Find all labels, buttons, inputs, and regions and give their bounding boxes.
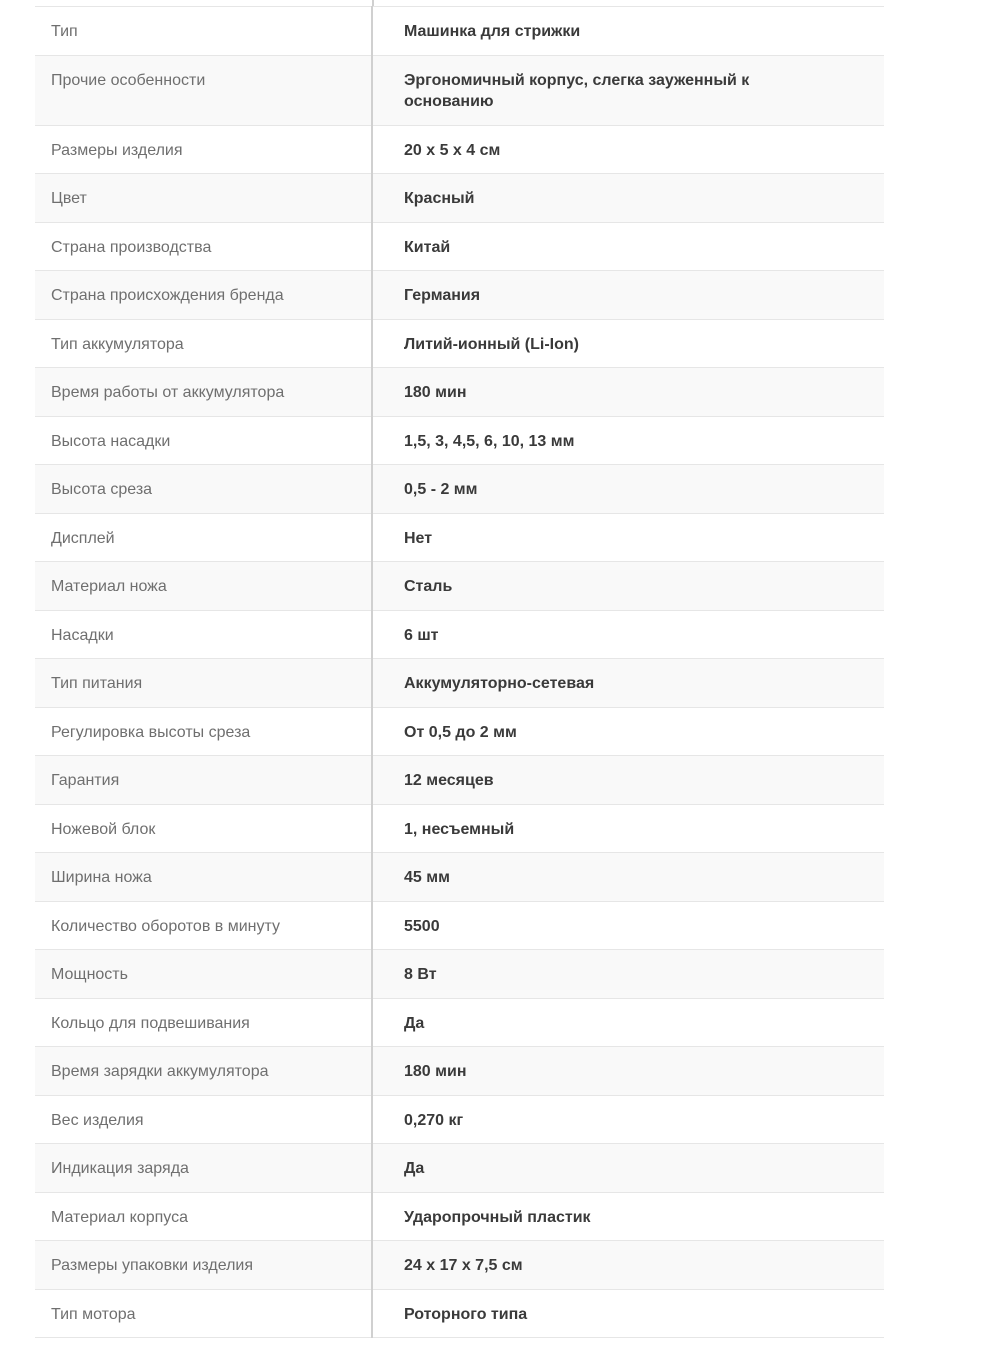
spec-row-battery-type bbox=[35, 319, 884, 368]
spec-row-display bbox=[35, 513, 884, 562]
spec-label: Ширина ножа bbox=[35, 853, 372, 902]
spec-value: Германия bbox=[372, 271, 884, 320]
spec-label: Насадки bbox=[35, 610, 372, 659]
spec-value: 12 месяцев bbox=[372, 756, 884, 805]
spec-value: 8 Вт bbox=[372, 950, 884, 999]
spec-value: 45 мм bbox=[372, 853, 884, 902]
spec-label: Количество оборотов в минуту bbox=[35, 901, 372, 950]
spec-row-blade-width bbox=[35, 853, 884, 902]
spec-value: От 0,5 до 2 мм bbox=[372, 707, 884, 756]
spec-row-cut-height bbox=[35, 465, 884, 514]
spec-row-battery-runtime bbox=[35, 368, 884, 417]
spec-value: 5500 bbox=[372, 901, 884, 950]
spec-row-blade-unit bbox=[35, 804, 884, 853]
spec-row-country-of-manufacture bbox=[35, 222, 884, 271]
spec-row-weight bbox=[35, 1095, 884, 1144]
spec-row-attachments bbox=[35, 610, 884, 659]
spec-label: Время зарядки аккумулятора bbox=[35, 1047, 372, 1096]
spec-label: Индикация заряда bbox=[35, 1144, 372, 1193]
spec-row-cut-height-adjustment bbox=[35, 707, 884, 756]
spec-value: 0,270 кг bbox=[372, 1095, 884, 1144]
spec-value: Нет bbox=[372, 513, 884, 562]
spec-label: Размеры изделия bbox=[35, 125, 372, 174]
spec-label: Мощность bbox=[35, 950, 372, 999]
spec-row-warranty bbox=[35, 756, 884, 805]
spec-row-blade-material bbox=[35, 562, 884, 611]
spec-value: 180 мин bbox=[372, 368, 884, 417]
spec-value: Литий-ионный (Li-Ion) bbox=[372, 319, 884, 368]
spec-value: 180 мин bbox=[372, 1047, 884, 1096]
spec-row-brand-origin bbox=[35, 271, 884, 320]
spec-row-color bbox=[35, 174, 884, 223]
spec-value: 20 х 5 х 4 см bbox=[372, 125, 884, 174]
spec-label: Тип мотора bbox=[35, 1289, 372, 1338]
spec-label: Страна происхождения бренда bbox=[35, 271, 372, 320]
spec-row-body-material bbox=[35, 1192, 884, 1241]
spec-label: Материал ножа bbox=[35, 562, 372, 611]
spec-value: 1, несъемный bbox=[372, 804, 884, 853]
spec-label: Вес изделия bbox=[35, 1095, 372, 1144]
spec-row-package-dimensions bbox=[35, 1241, 884, 1290]
spec-row-rpm bbox=[35, 901, 884, 950]
spec-value: Ударопрочный пластик bbox=[372, 1192, 884, 1241]
spec-label: Прочие особенности bbox=[35, 55, 372, 125]
spec-label: Ножевой блок bbox=[35, 804, 372, 853]
spec-row-charging-time bbox=[35, 1047, 884, 1096]
specifications-body bbox=[35, 7, 884, 1338]
spec-value: Китай bbox=[372, 222, 884, 271]
spec-value: Сталь bbox=[372, 562, 884, 611]
spec-value: Эргономичный корпус, слегка зауженный к основанию bbox=[372, 55, 884, 125]
spec-row-type bbox=[35, 7, 884, 56]
spec-value: 0,5 - 2 мм bbox=[372, 465, 884, 514]
spec-value: Да bbox=[372, 998, 884, 1047]
spec-row-motor-type bbox=[35, 1289, 884, 1338]
spec-value: 6 шт bbox=[372, 610, 884, 659]
spec-label: Размеры упаковки изделия bbox=[35, 1241, 372, 1290]
spec-label: Гарантия bbox=[35, 756, 372, 805]
spec-row-hanging-ring bbox=[35, 998, 884, 1047]
spec-label: Регулировка высоты среза bbox=[35, 707, 372, 756]
spec-value: Красный bbox=[372, 174, 884, 223]
spec-label: Цвет bbox=[35, 174, 372, 223]
spec-label: Высота насадки bbox=[35, 416, 372, 465]
spec-label: Тип аккумулятора bbox=[35, 319, 372, 368]
spec-label: Страна производства bbox=[35, 222, 372, 271]
spec-value: Роторного типа bbox=[372, 1289, 884, 1338]
spec-label: Тип питания bbox=[35, 659, 372, 708]
spec-value: Аккумуляторно-сетевая bbox=[372, 659, 884, 708]
spec-label: Высота среза bbox=[35, 465, 372, 514]
spec-row-power bbox=[35, 950, 884, 999]
spec-row-charge-indicator bbox=[35, 1144, 884, 1193]
spec-label: Дисплей bbox=[35, 513, 372, 562]
spec-row-dimensions bbox=[35, 125, 884, 174]
spec-value: 24 х 17 х 7,5 см bbox=[372, 1241, 884, 1290]
spec-label: Материал корпуса bbox=[35, 1192, 372, 1241]
spec-label: Время работы от аккумулятора bbox=[35, 368, 372, 417]
spec-label: Кольцо для подвешивания bbox=[35, 998, 372, 1047]
spec-value: 1,5, 3, 4,5, 6, 10, 13 мм bbox=[372, 416, 884, 465]
spec-row-other-features bbox=[35, 55, 884, 125]
spec-label: Тип bbox=[35, 7, 372, 56]
spec-value: Да bbox=[372, 1144, 884, 1193]
spec-row-power-type bbox=[35, 659, 884, 708]
spec-row-attachment-height bbox=[35, 416, 884, 465]
specifications-table bbox=[35, 6, 884, 1338]
spec-value: Машинка для стрижки bbox=[372, 7, 884, 56]
